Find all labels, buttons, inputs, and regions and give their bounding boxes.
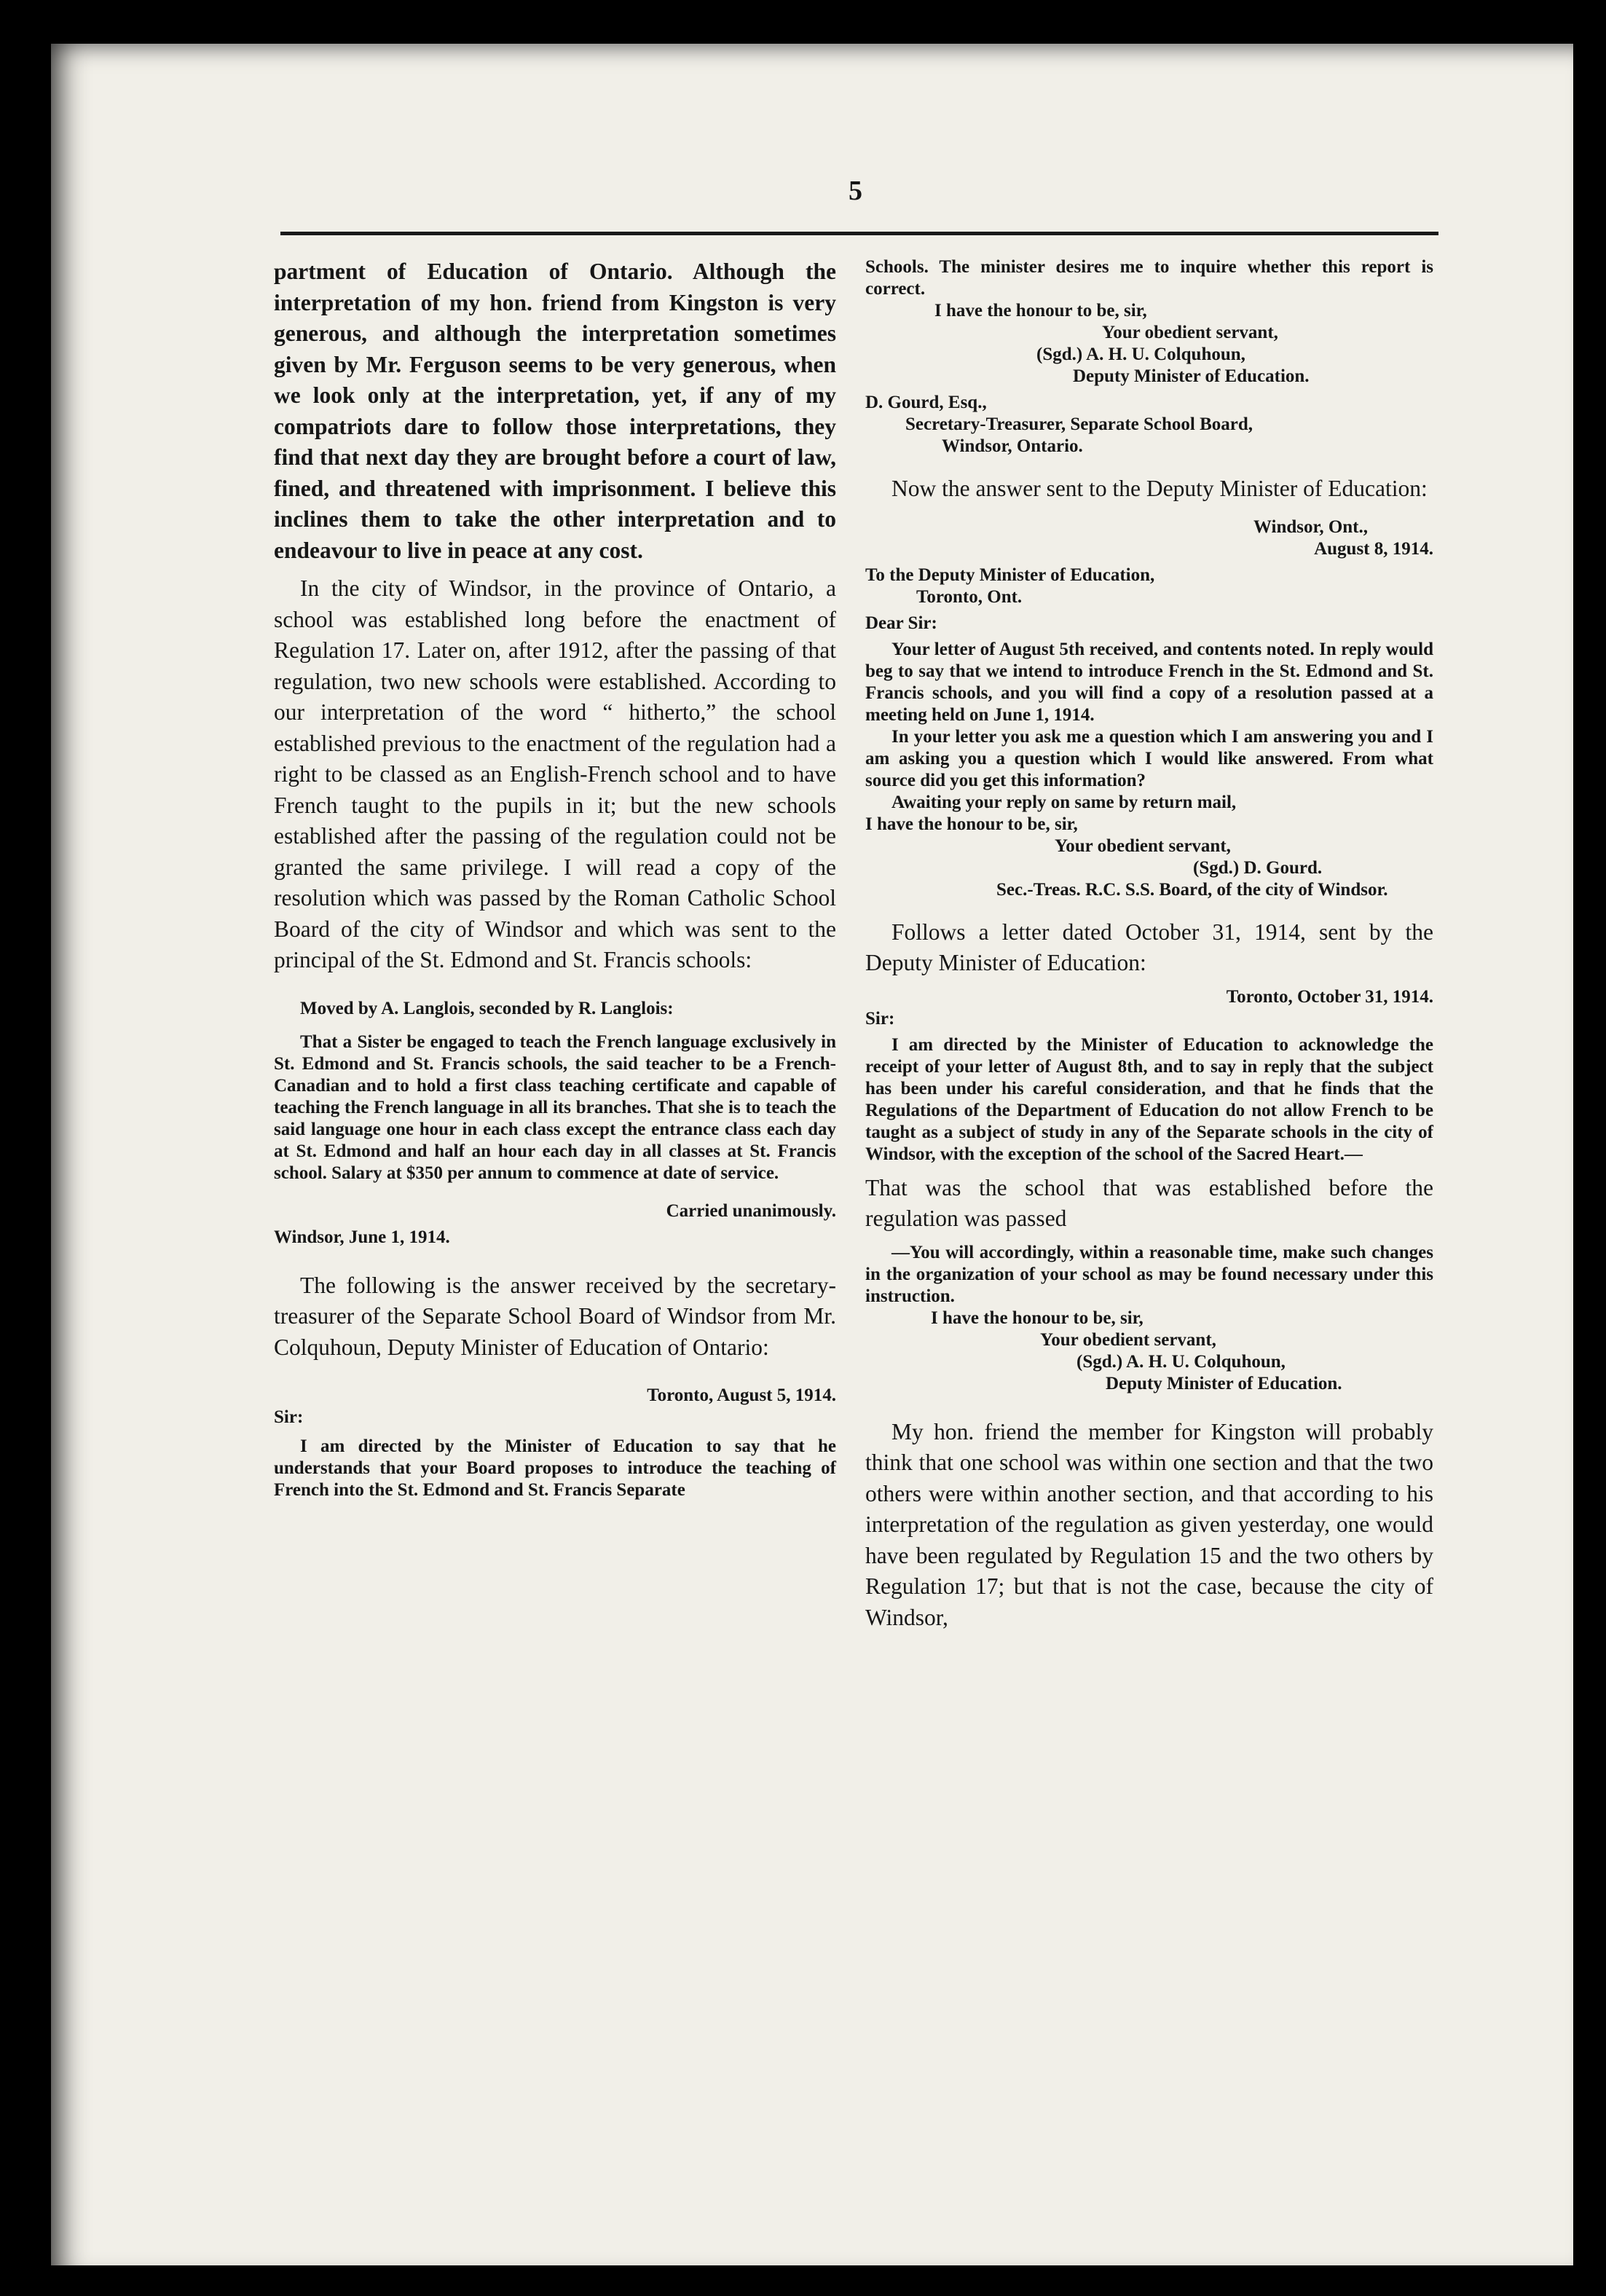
letter2-body-1: Your letter of August 5th received, and contents noted. In reply would beg to say that we intend to introduce French in the St. Edmond and St. Francis schools, and you will find a copy of a resolution passed at a meeting held on June 1, 1914. xyxy=(865,639,1433,725)
letter2-salutation: Dear Sir: xyxy=(865,613,937,633)
letter3-date: Toronto, October 31, 1914. xyxy=(1226,986,1433,1007)
right-column xyxy=(865,256,1433,1633)
paragraph-windsor: In the city of Windsor, in the province of Ontario, a school was established long before the enactment of Regulation 17. Later on, after 1912, after the passing of that regulation, two new schools were established. According to our interpretation of the word “ hitherto,” the school established previous to the enactment of the regulation had a right to be classed as an English-French school and to have French taught to the pupils in it; but the new schools established after the passing of the regulation could not be granted the same privilege. I will read a copy of the resolution which was passed by the Roman Catholic School Board of the city of Windsor and which was sent to the principal of the St. Edmond and St. Francis schools: xyxy=(274,575,836,972)
letter1-continuation: Schools. The minister desires me to inquire whether this report is correct. xyxy=(865,257,1433,299)
letter2-title: Sec.-Treas. R.C. S.S. Board, of the city of Windsor. xyxy=(996,879,1388,900)
letter1-close: I have the honour to be, sir, xyxy=(934,301,1147,321)
paragraph-that-was: That was the school that was established before the regulation was passed xyxy=(865,1174,1433,1231)
header-rule xyxy=(280,232,1438,235)
letter2-recipient-city: Toronto, Ont. xyxy=(916,586,1023,607)
paragraph-final: My hon. friend the member for Kingston will probably think that one school was within one section and that the two others were within another section, and that according to his interpretation of the regulation as given yesterday, one would have been regulated by Regulation 15 and the two others by Regulation 17; but that is not the case, because the city of Windsor, xyxy=(865,1418,1433,1630)
letter2-recipient: To the Deputy Minister of Education, xyxy=(865,565,1155,585)
letter2-close: I have the honour to be, sir, xyxy=(865,814,1078,834)
letter3-servant: Your obedient servant, xyxy=(1040,1329,1216,1350)
letter3-signature: (Sgd.) A. H. U. Colquhoun, xyxy=(1076,1351,1286,1372)
address-line-2: Secretary-Treasurer, Separate School Board, xyxy=(905,414,1253,434)
letter-date: Toronto, August 5, 1914. xyxy=(647,1385,836,1405)
letter3-body: I am directed by the Minister of Education to acknowledge the receipt of your letter of August 8th, and to say in reply that the subject has been under his careful consideration, and that he finds that the Regulations of the Department of Education do not allow French to be taught as a subject of study in any of the Separate schools in the city of Windsor, with the exception of the school of the Sacred Heart.— xyxy=(865,1034,1433,1164)
letter3-close: I have the honour to be, sir, xyxy=(931,1308,1144,1328)
letter-salutation: Sir: xyxy=(274,1407,304,1427)
letter1-title: Deputy Minister of Education. xyxy=(1073,366,1310,386)
carried-line: Carried unanimously. xyxy=(666,1200,836,1221)
letter1-servant: Your obedient servant, xyxy=(1102,323,1278,342)
paragraph-now-answer: Now the answer sent to the Deputy Minister of Education: xyxy=(891,476,1428,501)
letter3-body-2: —You will accordingly, within a reasonable time, make such changes in the organization of your school as may be found necessary under this instruction. xyxy=(865,1242,1433,1306)
letter1-signature: (Sgd.) A. H. U. Colquhoun, xyxy=(1036,345,1245,364)
paragraph-continuation: partment of Education of Ontario. Although the interpretation of my hon. friend from Kingston is very generous, and although the interpretation sometimes given by Mr. Ferguson seems to be very generous, when we look only at the interpretation, yet, if any of my compatriots dare to follow those interpretations, they find that next day they are brought before a court of law, fined, and threatened with imprisonment. I believe this inclines them to take the other interpretation and to endeavour to live in peace at any cost. xyxy=(274,259,836,563)
letter3-salutation: Sir: xyxy=(865,1008,895,1029)
resolution-text: That a Sister be engaged to teach the French language exclusively in St. Edmond and St. Francis schools, the said teacher to be a French-Canadian and to hold a first class teaching certificate and capable of teaching the French language in all its branches. That she is to teach the said language one hour in each class except the entrance class each day at St. Edmond and half an hour each day in all classes at St. Francis school. Salary at $350 per annum to commence at date of service. xyxy=(274,1031,836,1183)
page-number: 5 xyxy=(849,176,862,206)
address-line-3: Windsor, Ontario. xyxy=(942,436,1083,456)
letter2-servant: Your obedient servant, xyxy=(1055,836,1231,856)
letter3-title: Deputy Minister of Education. xyxy=(1106,1373,1342,1393)
paragraph-follows: Follows a letter dated October 31, 1914, sent by the Deputy Minister of Education: xyxy=(865,919,1433,975)
left-column xyxy=(274,256,836,1501)
resolution-dateline: Windsor, June 1, 1914. xyxy=(274,1227,450,1247)
letter2-place: Windsor, Ont., xyxy=(1253,516,1368,537)
letter2-signature: (Sgd.) D. Gourd. xyxy=(1193,857,1323,878)
letter2-body-3: Awaiting your reply on same by return mail, xyxy=(891,792,1237,812)
letter-body: I am directed by the Minister of Education to say that he understands that your Board proposes to introduce the teaching of French into the St. Edmond and St. Francis Separate xyxy=(274,1436,836,1500)
motion-line: Moved by A. Langlois, seconded by R. Langlois: xyxy=(300,998,674,1018)
letter2-body-2: In your letter you ask me a question which I am answering you and I am asking you a question which I would like answered. From what source did you get this information? xyxy=(865,726,1433,790)
address-line-1: D. Gourd, Esq., xyxy=(865,393,987,412)
paragraph-answer-intro: The following is the answer received by the secretary-treasurer of the Separate School Board of Windsor from Mr. Colquhoun, Deputy Minister of Education of Ontario: xyxy=(274,1272,836,1360)
letter2-date: August 8, 1914. xyxy=(1314,538,1433,559)
